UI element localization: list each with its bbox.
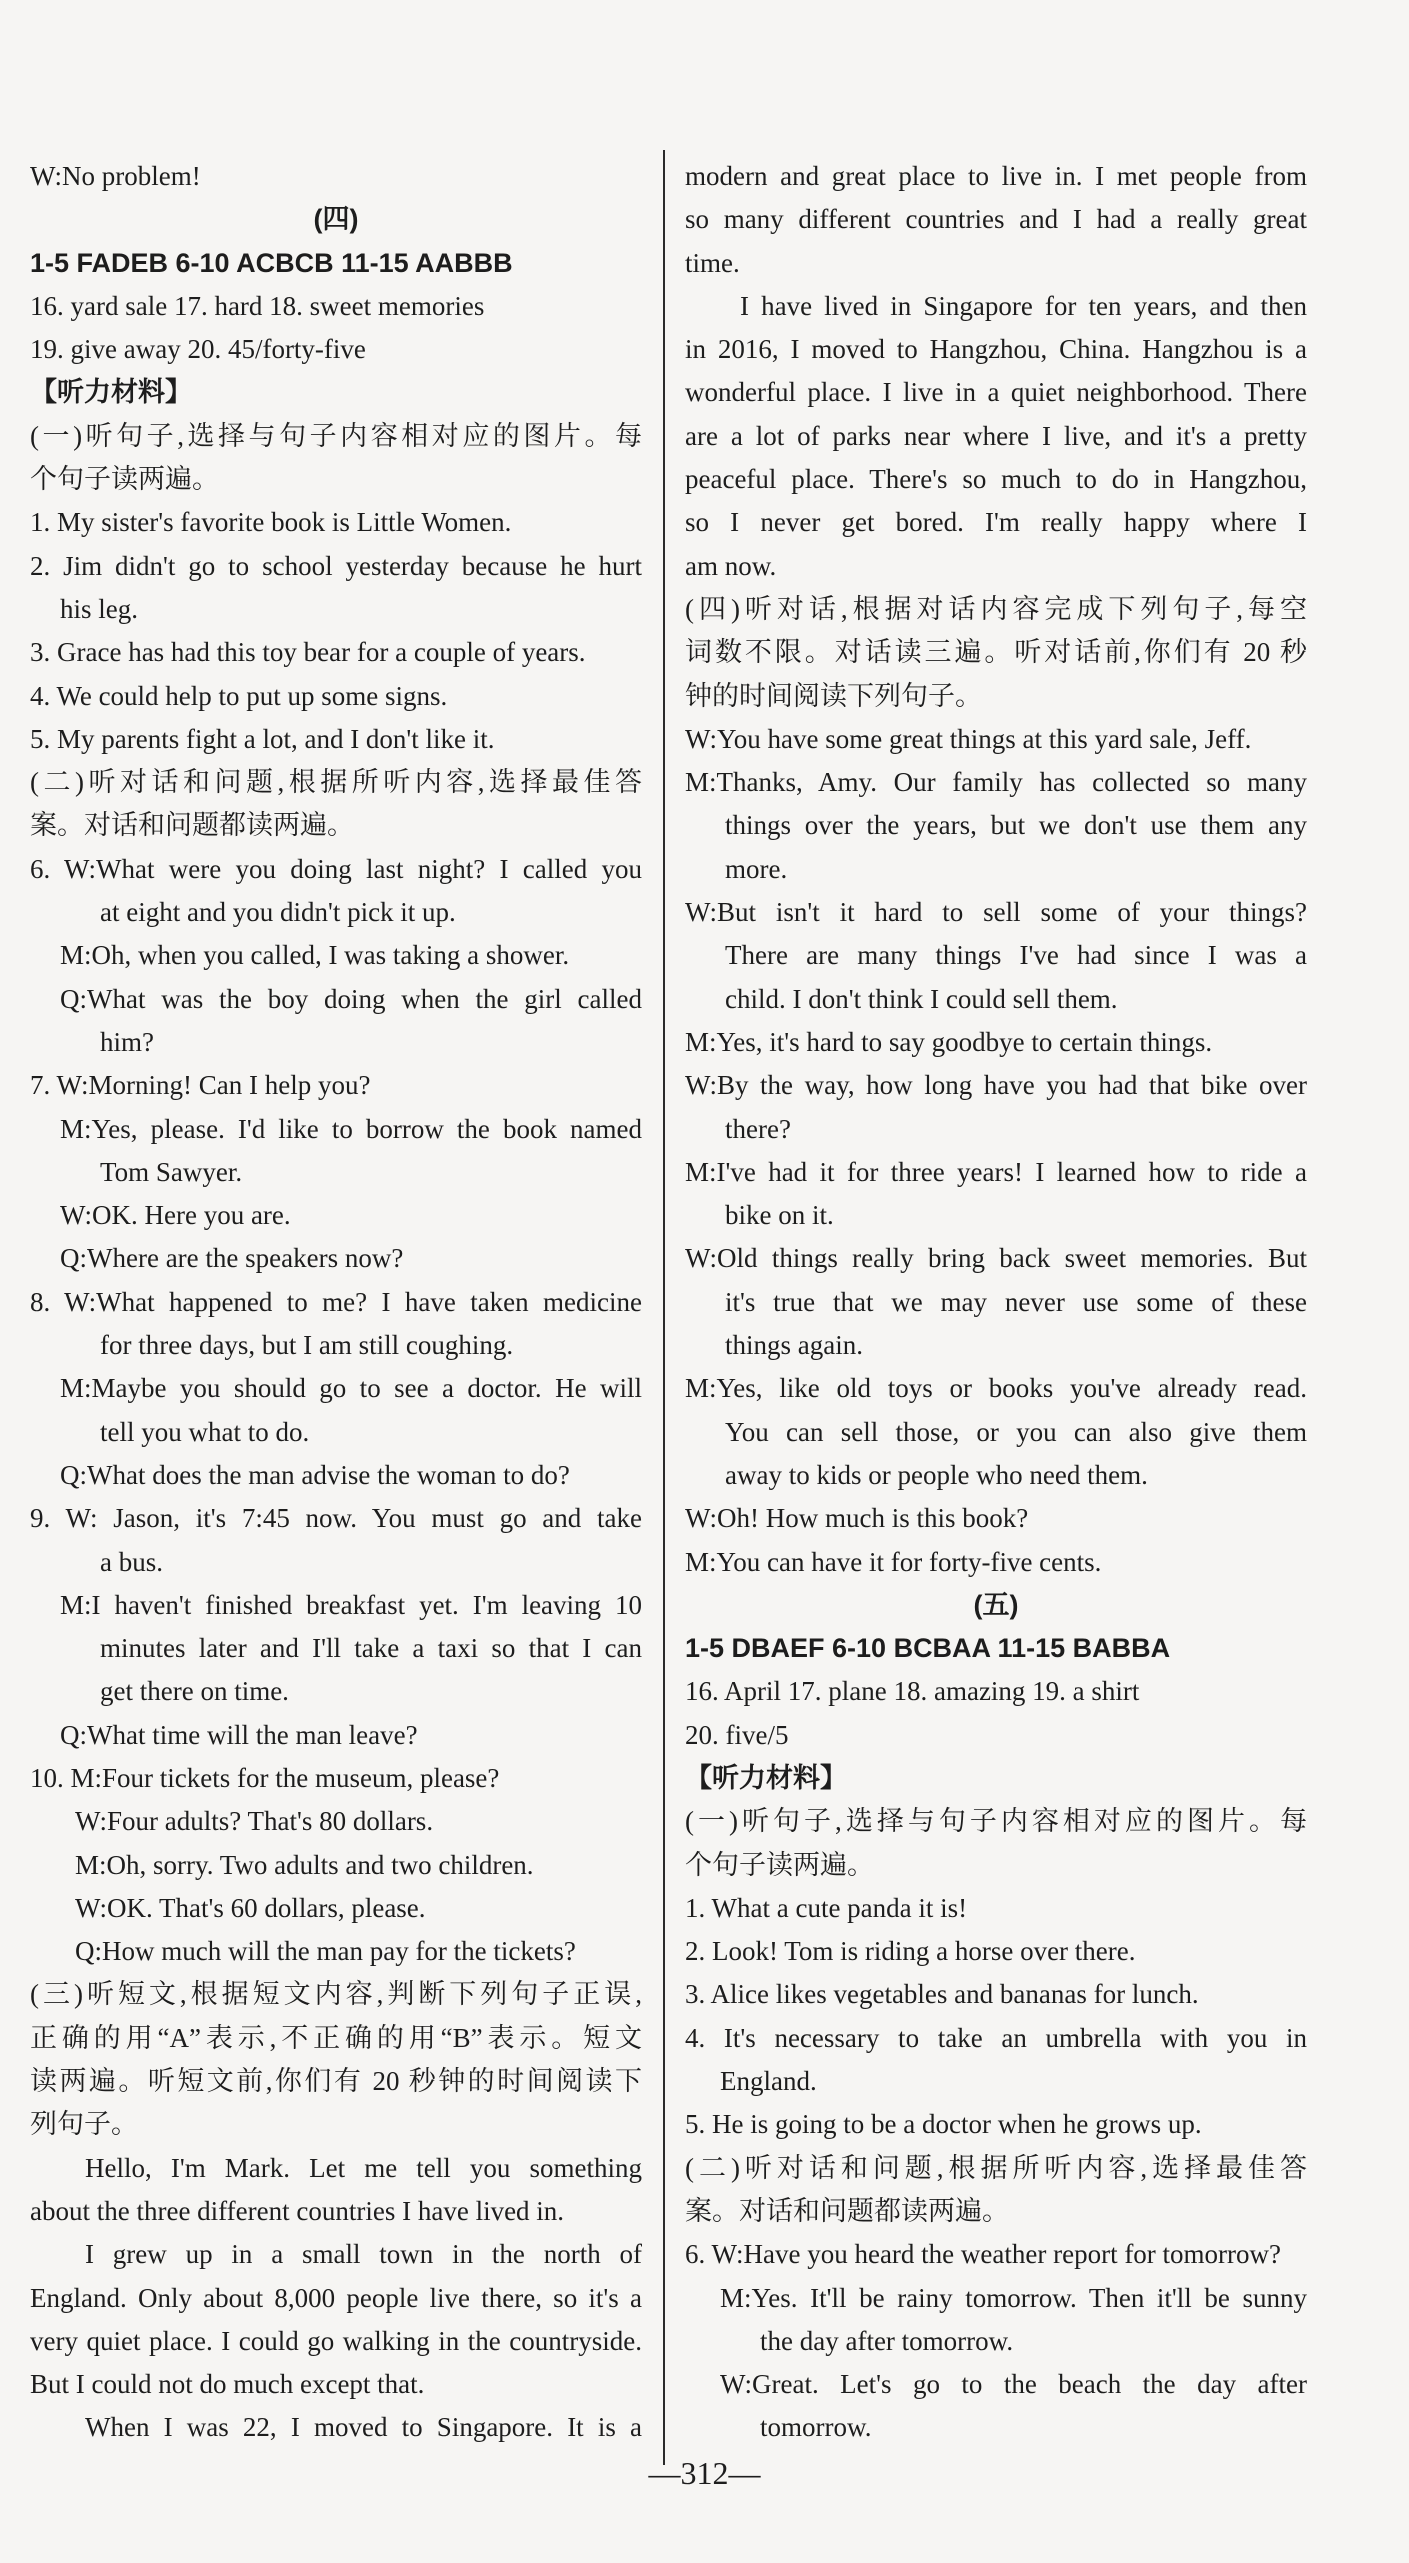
column-divider xyxy=(663,150,665,2465)
left-text-line: Q:Where are the speakers now? xyxy=(60,1243,404,1274)
right-text-line: You can sell those, or you can also give them xyxy=(725,1416,1307,1447)
right-text-line: 1-5 DBAEF 6-10 BCBAA 11-15 BABBA xyxy=(685,1633,1171,1664)
left-text-line: Hello, I'm Mark. Let me tell you something xyxy=(85,2152,642,2183)
right-text-line: the day after tomorrow. xyxy=(760,2325,1014,2356)
left-text-line: very quiet place. I could go walking in the countryside. xyxy=(30,2325,642,2356)
right-text-line: more. xyxy=(725,853,788,884)
left-text-line: his leg. xyxy=(60,593,138,624)
right-text-line: W:You have some great things at this yard sale, Jeff. xyxy=(685,723,1252,754)
left-text-line: M:Oh, sorry. Two adults and two children. xyxy=(75,1849,534,1880)
left-text-line: I grew up in a small town in the north of xyxy=(85,2239,642,2270)
right-text-line: 1. What a cute panda it is! xyxy=(685,1892,968,1923)
right-text-line: bike on it. xyxy=(725,1200,834,1231)
left-text-line: 3. Grace has had this toy bear for a couple of years. xyxy=(30,637,586,668)
right-text-line: (二)听对话和问题,根据所听内容,选择最佳答 xyxy=(685,2152,1307,2183)
right-text-line: M:Yes, like old toys or books you've already read. xyxy=(685,1373,1307,1404)
left-text-line: 个句子读两遍。 xyxy=(30,464,219,495)
left-text-line: (四) xyxy=(313,204,359,235)
left-text-line: M:I haven't finished breakfast yet. I'm leaving 10 xyxy=(60,1589,642,1620)
left-text-line: at eight and you didn't pick it up. xyxy=(100,897,456,928)
left-text-line: 8. W:What happened to me? I have taken medicine xyxy=(30,1286,642,1317)
right-text-line: it's true that we may never use some of these xyxy=(725,1286,1307,1317)
right-text-line: W:Great. Let's go to the beach the day after xyxy=(720,2369,1307,2400)
right-column xyxy=(685,155,1307,2450)
left-text-line: about the three different countries I have lived in. xyxy=(30,2195,565,2226)
left-text-line: (二)听对话和问题,根据所听内容,选择最佳答 xyxy=(30,767,642,798)
right-text-line: 2. Look! Tom is riding a horse over there. xyxy=(685,1936,1136,1967)
right-text-line: things again. xyxy=(725,1330,863,1361)
left-text-line: W:Four adults? That's 80 dollars. xyxy=(75,1806,434,1837)
right-text-line: 16. April 17. plane 18. amazing 19. a shirt xyxy=(685,1676,1140,1707)
right-text-line: away to kids or people who need them. xyxy=(725,1459,1148,1490)
left-text-line: tell you what to do. xyxy=(100,1416,310,1447)
left-text-line: 1. My sister's favorite book is Little Women. xyxy=(30,507,512,538)
left-text-line: W:No problem! xyxy=(30,161,201,191)
left-text-line: minutes later and I'll take a taxi so that I can xyxy=(100,1633,642,1664)
right-text-line: in 2016, I moved to Hangzhou, China. Hangzhou is a xyxy=(685,334,1307,365)
right-text-line: peaceful place. There's so much to do in Hangzhou, xyxy=(685,464,1307,495)
left-text-line: 16. yard sale 17. hard 18. sweet memories xyxy=(30,290,485,321)
right-text-line: tomorrow. xyxy=(760,2412,872,2443)
left-text-line: Tom Sawyer. xyxy=(100,1156,243,1187)
left-text-line: a bus. xyxy=(100,1546,163,1577)
left-text-line: M:Yes, please. I'd like to borrow the book named xyxy=(60,1113,642,1144)
left-text-line: for three days, but I am still coughing. xyxy=(100,1330,514,1361)
left-text-line: 案。对话和问题都读两遍。 xyxy=(30,810,354,841)
right-text-line: things over the years, but we don't use them any xyxy=(725,810,1307,841)
left-text-line: England. Only about 8,000 people live there, so it's a xyxy=(30,2282,642,2313)
left-text-line: 1-5 FADEB 6-10 ACBCB 11-15 AABBB xyxy=(30,247,513,278)
left-text-line: 正确的用“A”表示,不正确的用“B”表示。短文 xyxy=(30,2022,642,2053)
right-text-line: W:By the way, how long have you had that bike over xyxy=(685,1070,1307,1101)
left-text-line: get there on time. xyxy=(100,1676,289,1707)
right-text-line: (四)听对话,根据对话内容完成下列句子,每空 xyxy=(685,593,1307,624)
right-text-line: 5. He is going to be a doctor when he grows up. xyxy=(685,2109,1202,2140)
right-text-line: W:Old things really bring back sweet memories. But xyxy=(685,1243,1307,1274)
left-text-line: W:OK. Here you are. xyxy=(60,1200,291,1231)
right-text-line: so I never get bored. I'm really happy where I xyxy=(685,507,1307,538)
page-number: —312— xyxy=(648,2455,761,2491)
left-text-line: When I was 22, I moved to Singapore. It is a xyxy=(85,2412,642,2443)
left-text-line: W:OK. That's 60 dollars, please. xyxy=(75,1892,426,1923)
right-text-line: M:I've had it for three years! I learned how to ride a xyxy=(685,1156,1307,1187)
right-text-line: England. xyxy=(720,2066,817,2097)
left-text-line: 10. M:Four tickets for the museum, please? xyxy=(30,1762,500,1793)
right-text-line: M:Yes, it's hard to say goodbye to certain things. xyxy=(685,1026,1213,1057)
right-text-line: 个句子读两遍。 xyxy=(685,1849,874,1880)
left-text-line: (一)听句子,选择与句子内容相对应的图片。每 xyxy=(30,420,642,451)
right-text-line: There are many things I've had since I was a xyxy=(725,940,1307,971)
left-text-line: 【听力材料】 xyxy=(30,377,192,408)
left-text-line: Q:What time will the man leave? xyxy=(60,1719,418,1750)
left-text-line: 6. W:What were you doing last night? I called you xyxy=(30,853,642,884)
right-text-line: W:Oh! How much is this book? xyxy=(685,1503,1029,1534)
left-text-line: 9. W: Jason, it's 7:45 now. You must go and take xyxy=(30,1503,642,1534)
left-column xyxy=(30,155,642,2450)
right-text-line: are a lot of parks near where I live, and it's a pretty xyxy=(685,420,1307,451)
left-text-line: Q:How much will the man pay for the tickets? xyxy=(75,1936,576,1967)
right-text-line: M:Thanks, Amy. Our family has collected so many xyxy=(685,767,1307,798)
right-text-line: time. xyxy=(685,247,740,278)
left-text-line: M:Oh, when you called, I was taking a shower. xyxy=(60,940,570,971)
left-text-line: him? xyxy=(100,1026,154,1057)
right-text-line: modern and great place to live in. I met people from xyxy=(685,161,1307,191)
right-text-line: 4. It's necessary to take an umbrella with you in xyxy=(685,2022,1307,2053)
right-text-line: so many different countries and I had a really great xyxy=(685,204,1307,235)
right-text-line: 钟的时间阅读下列句子。 xyxy=(685,680,982,711)
left-text-line: (三)听短文,根据短文内容,判断下列句子正误, xyxy=(30,1979,642,2010)
right-text-line: there? xyxy=(725,1113,791,1144)
left-text-line: 5. My parents fight a lot, and I don't like it. xyxy=(30,723,495,754)
right-text-line: M:You can have it for forty-five cents. xyxy=(685,1546,1102,1577)
right-text-line: 3. Alice likes vegetables and bananas for lunch. xyxy=(685,1979,1199,2010)
left-text-line: 读两遍。听短文前,你们有 20 秒钟的时间阅读下 xyxy=(30,2066,642,2097)
left-text-line: 4. We could help to put up some signs. xyxy=(30,680,448,711)
left-text-line: 2. Jim didn't go to school yesterday because he hurt xyxy=(30,550,642,581)
right-text-line: (五) xyxy=(973,1589,1019,1620)
left-text-line: M:Maybe you should go to see a doctor. He will xyxy=(60,1373,642,1404)
right-text-line: (一)听句子,选择与句子内容相对应的图片。每 xyxy=(685,1806,1307,1837)
right-text-line: 20. five/5 xyxy=(685,1719,789,1750)
right-text-line: I have lived in Singapore for ten years, and then xyxy=(740,290,1307,321)
left-text-line: 19. give away 20. 45/forty-five xyxy=(30,334,366,365)
right-text-line: W:But isn't it hard to sell some of your things? xyxy=(685,897,1307,928)
right-text-line: 词数不限。对话读三遍。听对话前,你们有 20 秒 xyxy=(685,637,1307,668)
right-text-line: 案。对话和问题都读两遍。 xyxy=(685,2195,1009,2226)
left-text-line: 列句子。 xyxy=(30,2109,138,2140)
left-text-line: But I could not do much except that. xyxy=(30,2369,425,2400)
right-text-line: M:Yes. It'll be rainy tomorrow. Then it'll be sunny xyxy=(720,2282,1307,2313)
right-text-line: am now. xyxy=(685,550,777,581)
left-text-line: Q:What does the man advise the woman to do? xyxy=(60,1459,570,1490)
right-text-line: 6. W:Have you heard the weather report for tomorrow? xyxy=(685,2239,1282,2270)
left-text-line: 7. W:Morning! Can I help you? xyxy=(30,1070,371,1101)
left-text-line: Q:What was the boy doing when the girl called xyxy=(60,983,642,1014)
right-text-line: child. I don't think I could sell them. xyxy=(725,983,1118,1014)
right-text-line: wonderful place. I live in a quiet neighborhood. There xyxy=(685,377,1307,408)
right-text-line: 【听力材料】 xyxy=(685,1762,847,1793)
